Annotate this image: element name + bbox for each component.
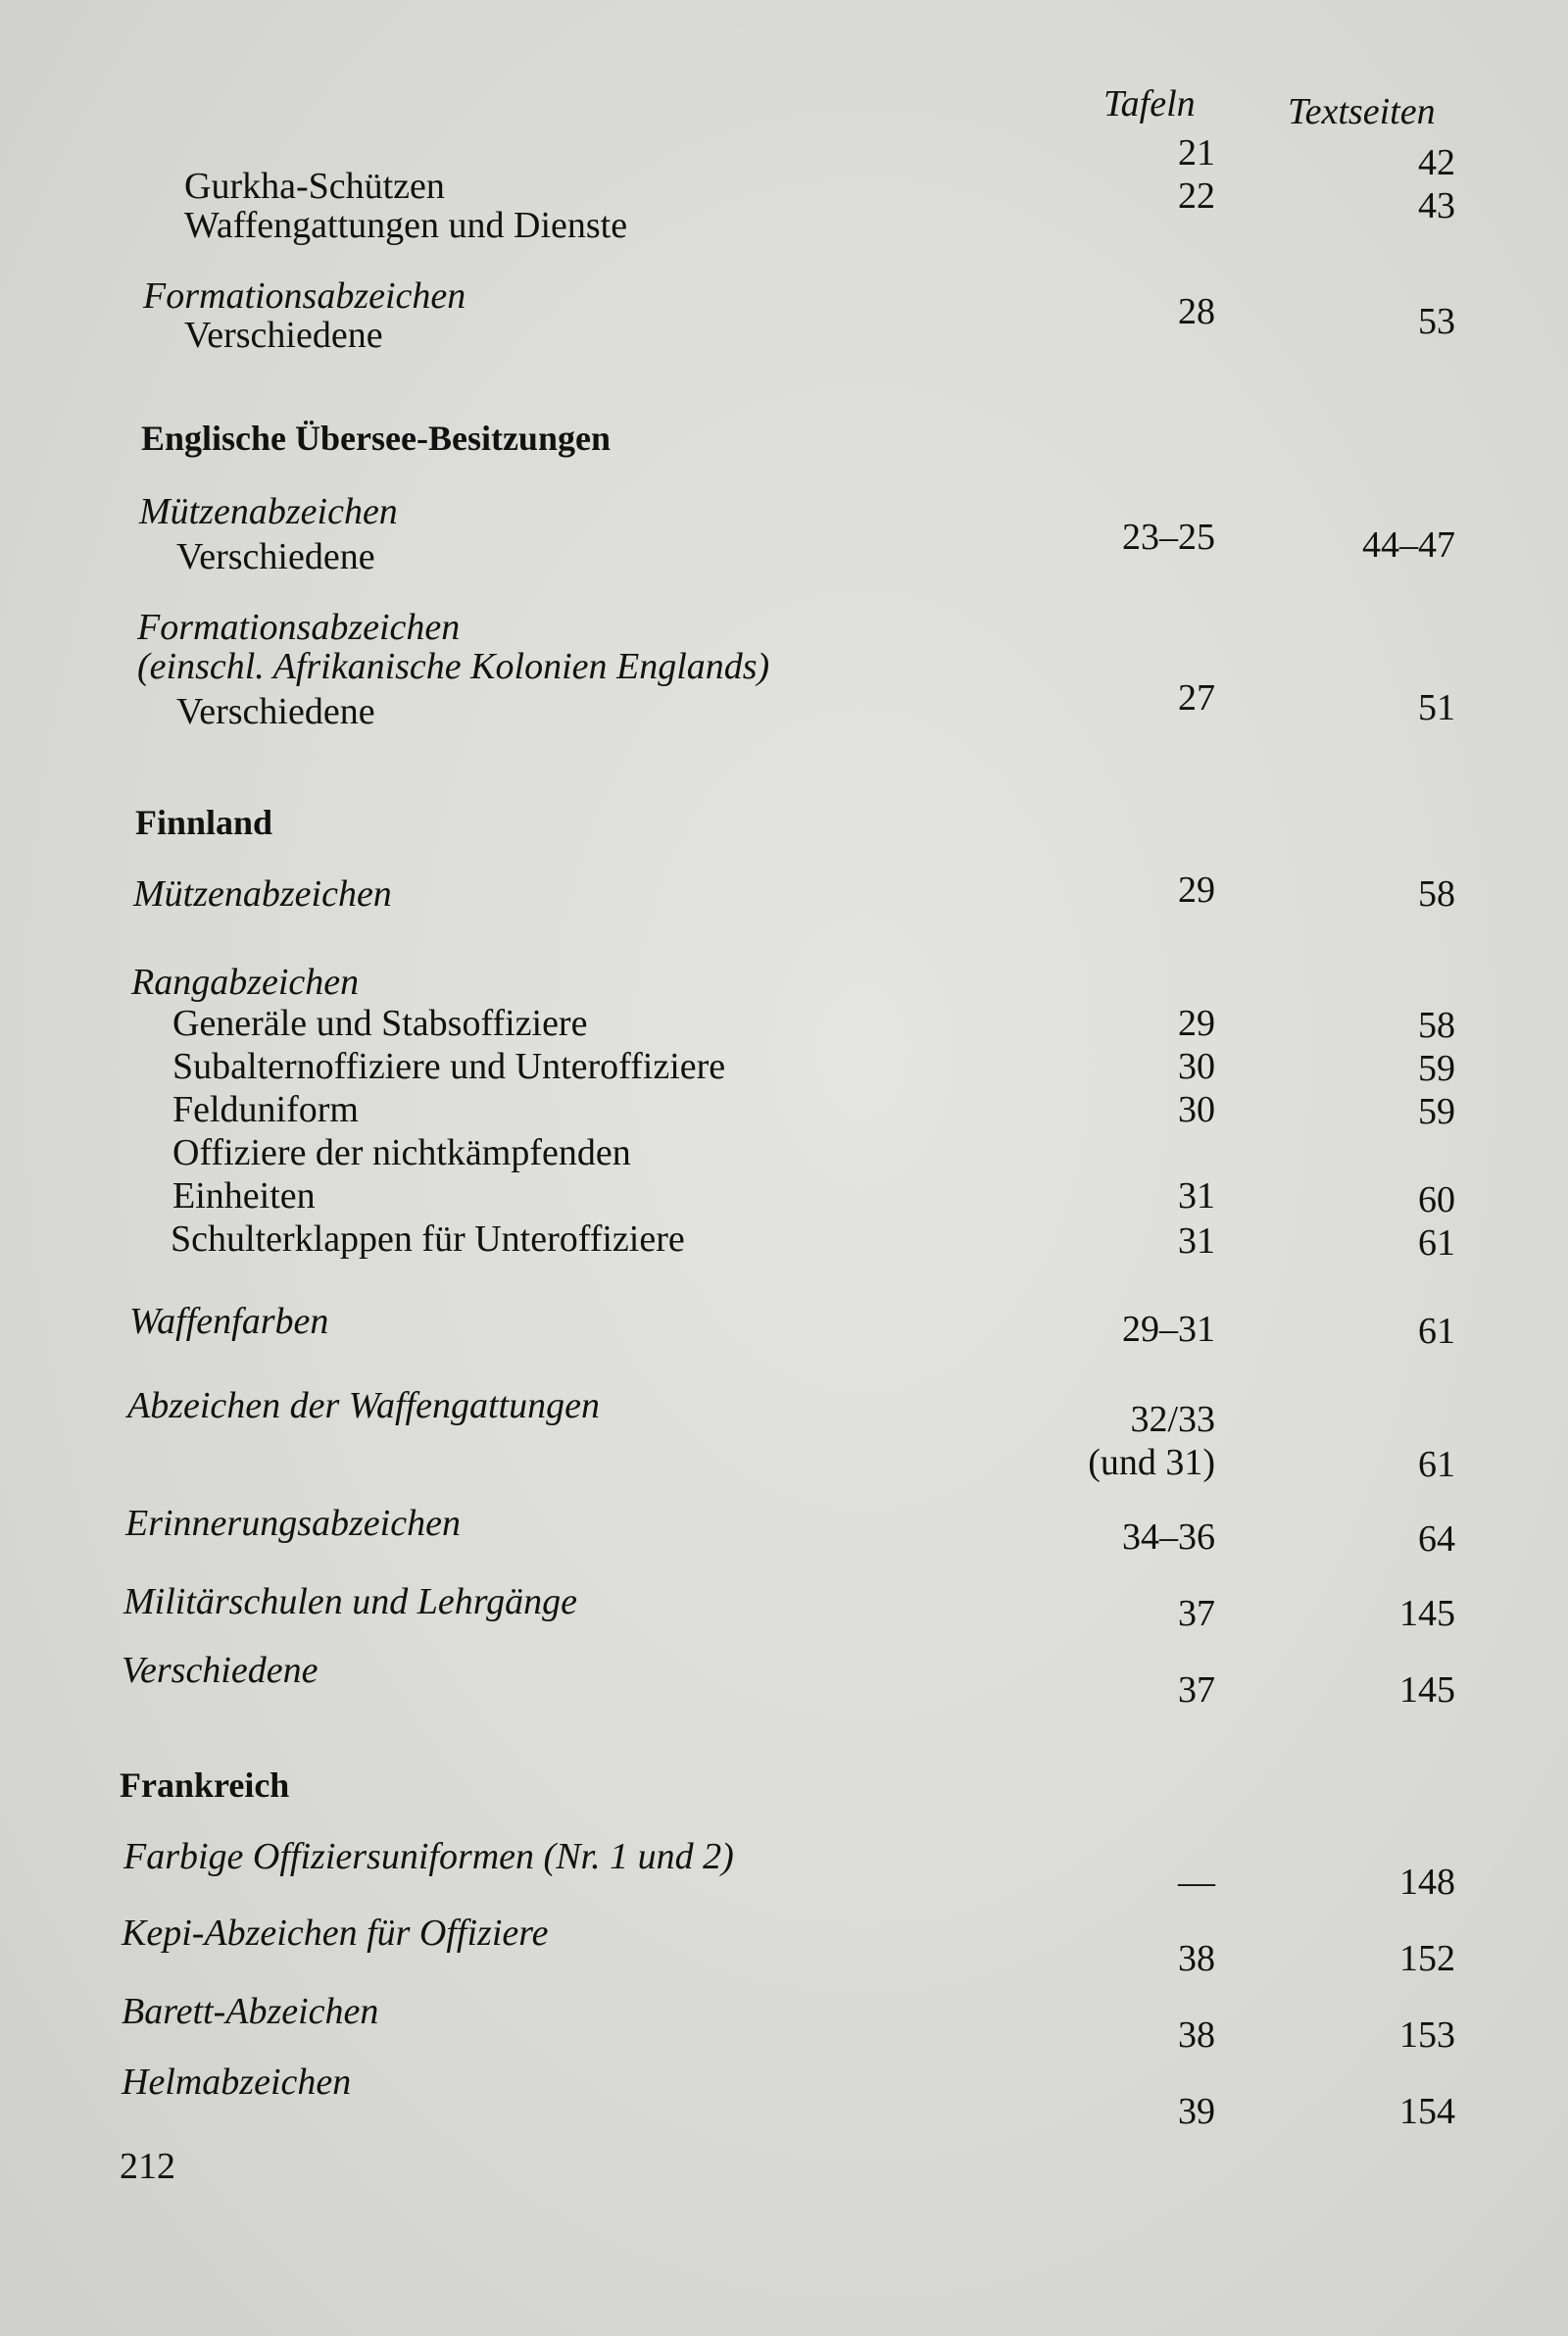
entry-label: Felduniform [172,1089,359,1130]
country-heading: Frankreich [120,1765,290,1805]
textseiten-value: 61 [1418,1311,1455,1352]
category-label: Farbige Offiziersuniformen (Nr. 1 und 2) [123,1836,734,1877]
category-label: Militärschulen und Lehrgänge [123,1581,577,1622]
textseiten-value: 61 [1418,1222,1455,1264]
textseiten-value: 61 [1418,1444,1455,1485]
entry-label: Generäle und Stabsoffiziere [172,1003,588,1044]
category-label: Rangabzeichen [131,962,360,1003]
tafeln-value: (und 31) [1088,1442,1215,1483]
tafeln-value: 31 [1178,1175,1215,1217]
category-label: (einschl. Afrikanische Kolonien Englands) [137,646,770,687]
tafeln-value: 23–25 [1122,517,1215,558]
entry-label: Einheiten [172,1175,316,1217]
tafeln-value: 21 [1178,132,1215,174]
tafeln-value: 37 [1178,1593,1215,1634]
category-label: Verschiedene [122,1650,318,1691]
entry-label: Offiziere der nichtkämpfenden [172,1132,631,1173]
textseiten-value: 148 [1399,1862,1455,1903]
textseiten-value: 64 [1418,1518,1455,1560]
textseiten-value: 59 [1418,1091,1455,1132]
tafeln-value: 34–36 [1122,1516,1215,1558]
textseiten-value: 152 [1399,1938,1455,1979]
textseiten-value: 145 [1399,1669,1455,1711]
tafeln-value: 30 [1178,1046,1215,1087]
category-label: Mützenabzeichen [133,873,392,915]
tafeln-value: 29 [1178,1003,1215,1044]
textseiten-value: 51 [1418,687,1455,728]
column-header-textseiten: Textseiten [1288,91,1436,132]
textseiten-value: 43 [1418,185,1455,226]
entry-label: Subalternoffiziere und Unteroffiziere [172,1046,726,1087]
textseiten-value: 58 [1418,1005,1455,1046]
category-label: Helmabzeichen [122,2062,352,2103]
textseiten-value: 154 [1399,2091,1455,2132]
tafeln-value: 31 [1178,1220,1215,1262]
tafeln-value: 39 [1178,2091,1215,2132]
tafeln-value: 38 [1178,2014,1215,2056]
category-label: Formationsabzeichen [143,275,466,317]
entry-label: Schulterklappen für Unteroffiziere [171,1218,685,1260]
category-label: Kepi-Abzeichen für Offiziere [122,1913,549,1954]
textseiten-value: 60 [1418,1179,1455,1220]
textseiten-value: 42 [1418,142,1455,183]
category-label: Abzeichen der Waffengattungen [127,1385,600,1426]
entry-label: Verschiedene [176,691,375,732]
entry-label: Verschiedene [184,315,383,356]
entry-label: Verschiedene [176,536,375,577]
page-number: 212 [120,2146,175,2187]
column-header-tafeln: Tafeln [1103,83,1196,124]
entry-label: Gurkha-Schützen [184,166,445,207]
category-label: Formationsabzeichen [137,607,461,648]
tafeln-value: — [1178,1862,1215,1903]
category-label: Mützenabzeichen [139,491,398,532]
textseiten-value: 59 [1418,1048,1455,1089]
tafeln-value: 28 [1178,291,1215,332]
country-heading: Englische Übersee-Besitzungen [141,419,611,458]
textseiten-value: 58 [1418,873,1455,915]
tafeln-value: 27 [1178,677,1215,719]
tafeln-value: 29–31 [1122,1309,1215,1350]
tafeln-value: 32/33 [1130,1399,1215,1440]
tafeln-value: 30 [1178,1089,1215,1130]
category-label: Waffenfarben [129,1301,329,1342]
textseiten-value: 53 [1418,301,1455,342]
tafeln-value: 22 [1178,175,1215,217]
tafeln-value: 37 [1178,1669,1215,1711]
country-heading: Finnland [135,803,273,842]
textseiten-value: 44–47 [1362,524,1455,566]
category-label: Barett-Abzeichen [122,1991,379,2032]
tafeln-value: 38 [1178,1938,1215,1979]
category-label: Erinnerungsabzeichen [125,1503,461,1544]
textseiten-value: 145 [1399,1593,1455,1634]
entry-label: Waffengattungen und Dienste [184,205,628,246]
tafeln-value: 29 [1178,870,1215,911]
textseiten-value: 153 [1399,2014,1455,2056]
